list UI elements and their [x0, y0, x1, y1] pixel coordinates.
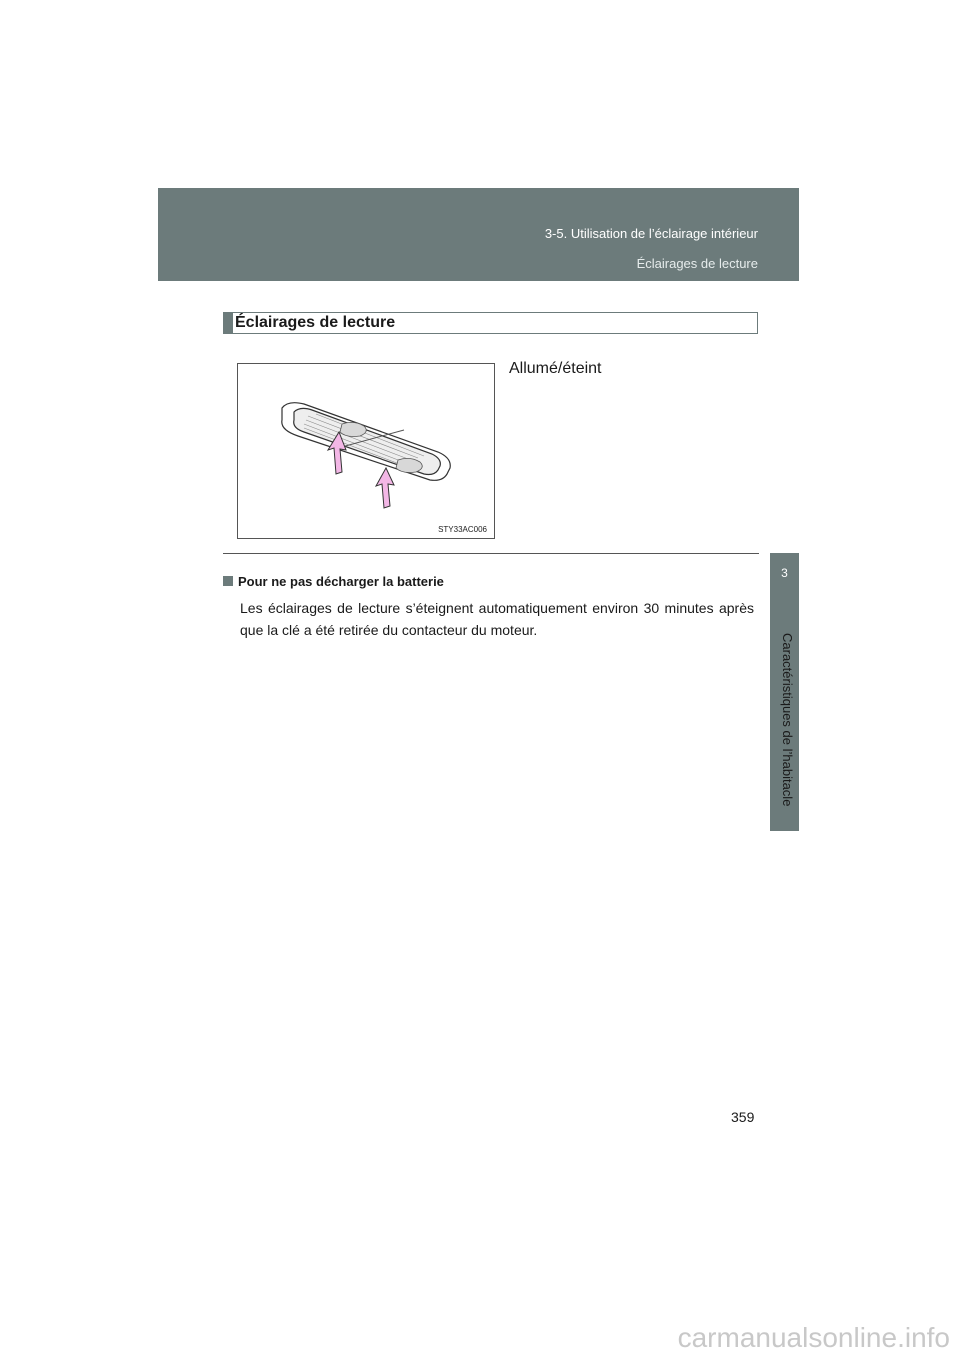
section-title-box [223, 312, 758, 334]
chapter-number: 3 [781, 566, 788, 580]
reading-lamp-drawing [238, 364, 494, 538]
note-heading [223, 574, 444, 589]
chapter-label: Caractéristiques de l’habitacle [780, 633, 795, 807]
section-title: Éclairages de lecture [235, 314, 396, 331]
header-section-title: 3-5. Utilisation de l’éclairage intérieur [544, 226, 758, 241]
on-off-callout: Allumé/éteint [509, 360, 602, 377]
arrow-rear-icon [376, 468, 394, 508]
section-divider [223, 553, 759, 554]
lamp-housing [282, 403, 450, 481]
watermark: carmanualsonline.info [677, 1322, 950, 1353]
section-title-bar [224, 313, 233, 333]
reading-lamp-illustration [237, 363, 495, 539]
page-number: 359 [731, 1109, 755, 1125]
note-body: Les éclairages de lecture s’éteignent automatiquement environ 30 minutes après que la clé a été retirée du contacteur du moteur. [240, 600, 754, 638]
header-band [158, 188, 799, 281]
header-subsection-title: Éclairages de lecture [636, 256, 758, 271]
figure-code: STY33AC006 [438, 525, 487, 534]
note-heading-text: Pour ne pas décharger la batterie [238, 574, 444, 589]
note-square-icon [223, 576, 233, 586]
